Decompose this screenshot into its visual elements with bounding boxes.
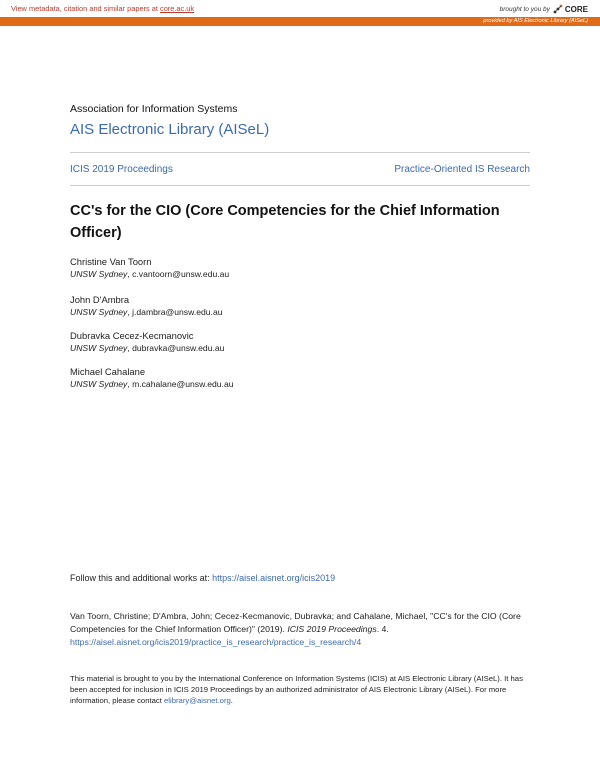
citation-suffix: . 4. [376, 624, 389, 634]
library-name[interactable]: AIS Electronic Library (AISeL) [70, 121, 270, 138]
author-institution: UNSW Sydney [70, 307, 128, 317]
paper-title: CC's for the CIO (Core Competencies for the Chief Information Officer) [70, 203, 500, 241]
citation-url-link[interactable]: https://aisel.aisnet.org/icis2019/practice_is_research/practice_is_research/4 [70, 637, 362, 647]
follow-line [70, 573, 335, 583]
rights-note [70, 673, 532, 706]
author-name: Dubravka Cecez-Kecmanovic [70, 330, 194, 341]
association-name: Association for Information Systems [70, 103, 238, 115]
citation-block [70, 610, 532, 649]
follow-text: Follow this and additional works at: [70, 573, 210, 583]
core-header [0, 0, 600, 16]
category-link[interactable]: Practice-Oriented IS Research [394, 164, 530, 175]
follow-url-link[interactable]: https://aisel.aisnet.org/icis2019 [212, 573, 336, 583]
author-affiliation [70, 306, 223, 318]
author-affiliation [70, 342, 224, 354]
citation-text: Van Toorn, Christine; D'Ambra, John; Cecez-Kecmanovic, Dubravka; and Cahalane, Michael, "CC's for the CIO (Core Competencies for the Chief Information Officer)" (2019). [70, 611, 521, 634]
author-email: , m.cahalane@unsw.edu.au [127, 379, 234, 389]
divider-top [70, 152, 530, 153]
author-affiliation [70, 378, 234, 390]
author-block [70, 366, 234, 390]
core-metadata-link[interactable] [11, 4, 194, 13]
core-logo-text: CORE [564, 4, 588, 14]
author-institution: UNSW Sydney [70, 343, 128, 353]
author-block [70, 330, 224, 354]
core-logo[interactable] [553, 4, 588, 14]
brought-by-label: brought to you by [499, 5, 550, 13]
contact-email-link[interactable]: elibrary@aisnet.org [164, 696, 231, 705]
core-provided-bar [0, 17, 600, 26]
brought-to-you-by [500, 4, 588, 14]
author-institution: UNSW Sydney [70, 379, 128, 389]
author-block [70, 294, 223, 318]
author-block [70, 256, 229, 280]
core-ac-uk-link[interactable]: core.ac.uk [160, 4, 195, 13]
author-name: Michael Cahalane [70, 366, 146, 377]
author-affiliation [70, 268, 229, 280]
author-institution: UNSW Sydney [70, 269, 128, 279]
core-link-prefix: View metadata, citation and similar papers at [11, 4, 158, 13]
author-name: Christine Van Toorn [70, 256, 152, 267]
author-name: John D'Ambra [70, 294, 130, 305]
divider-bottom [70, 185, 530, 186]
author-email: , dubravka@unsw.edu.au [127, 343, 225, 353]
provided-by-text: provided by AIS Electronic Library (AISeL) [483, 18, 588, 24]
proceedings-link[interactable]: ICIS 2019 Proceedings [70, 164, 173, 175]
citation-venue: ICIS 2019 Proceedings [287, 624, 377, 634]
note-text: This material is brought to you by the International Conference on Information Systems (ICIS) at AIS Electronic Library (AISeL). It has been accepted for inclusion in ICIS 2019 Proceedings by an authorized administrator of AIS Electronic Library (AISeL). For more information, please contact [70, 674, 523, 705]
note-end: . [230, 696, 233, 705]
author-email: , c.vantoorn@unsw.edu.au [127, 269, 230, 279]
author-email: , j.dambra@unsw.edu.au [127, 307, 223, 317]
core-logo-icon [553, 4, 563, 14]
